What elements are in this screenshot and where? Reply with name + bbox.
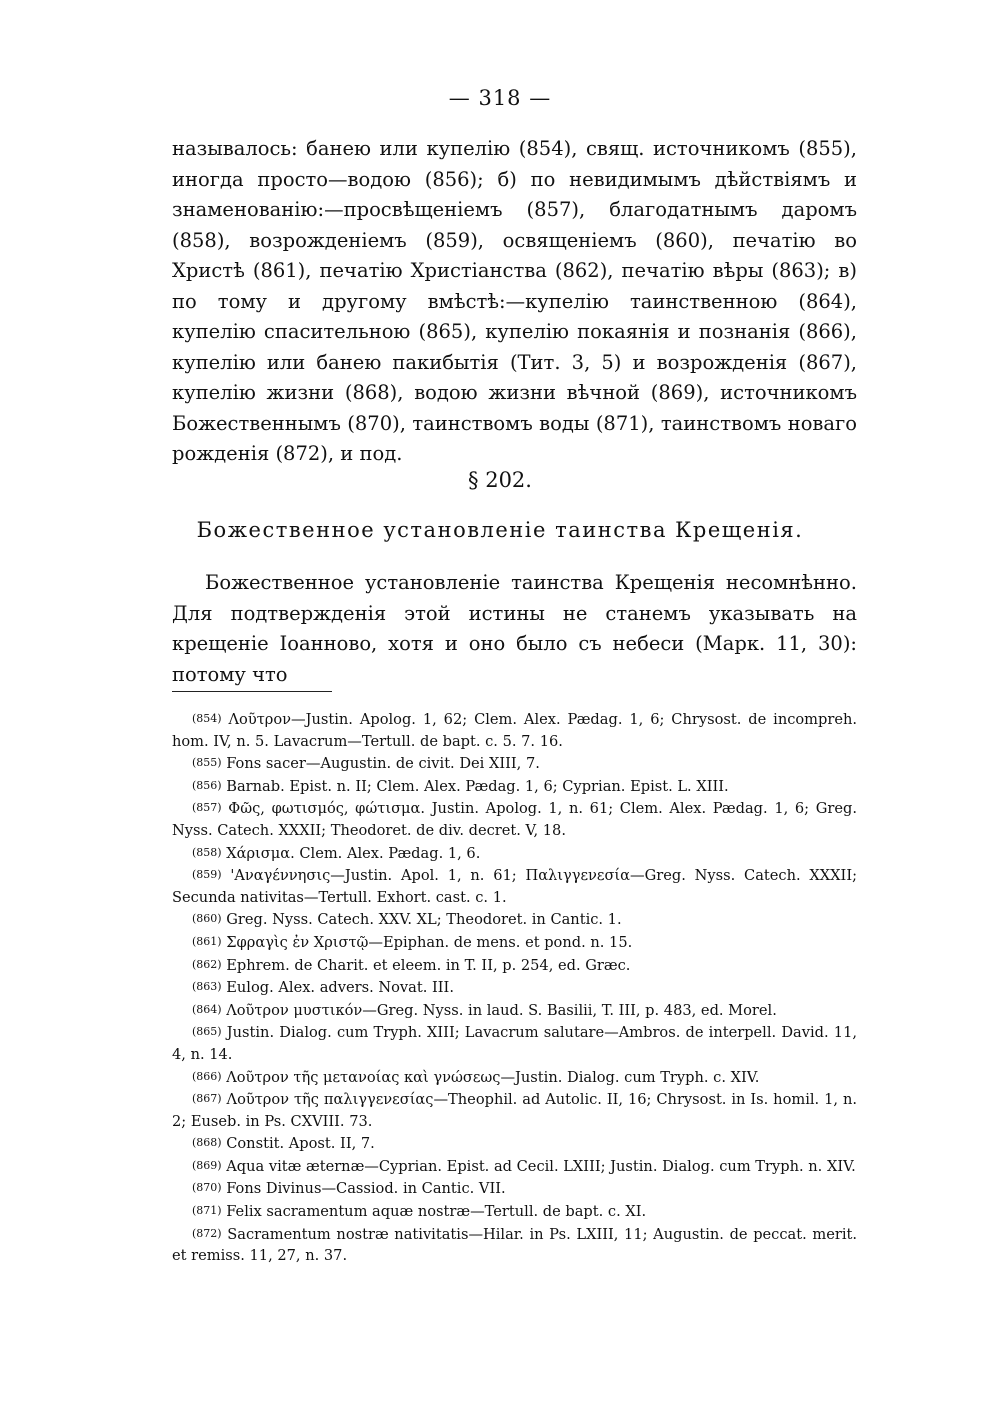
- page-number: — 318 —: [448, 86, 552, 110]
- section-title: Божественное установленіе таинства Крещенія.: [196, 518, 804, 542]
- footnote-number: (865): [192, 1025, 222, 1039]
- footnote-number: (872): [192, 1226, 222, 1240]
- footnote-text: Λοῦτρον μυστικόν—Greg. Nyss. in laud. S. Basilii, T. III, p. 483, ed. Morel.: [226, 1001, 777, 1019]
- paragraph-continued: называлось: банею или купелію (854), свящ. источникомъ (855), иногда просто—водою (856); б) по невидимымъ дѣйствіямъ и знаменованію:—просвѣщеніемъ (857), благодатнымъ даромъ (858), возрожденіемъ (859), освященіемъ (860), печатію во Христѣ (861), печатію Христіанства (862), печатію вѣры (863); в) по тому и другому вмѣстѣ:—купелію таинственною (864), купелію спасительною (865), купелію покаянія и познанія (866), купелію или банею пакибытія (Тит. 3, 5) и возрожденія (867), купелію жизни (868), водою жизни вѣчной (869), источникомъ Божественнымъ (870), таинствомъ воды (871), таинствомъ новаго рожденія (872), и под.: [172, 137, 857, 465]
- footnote-867: [172, 1088, 857, 1132]
- footnote-858: [172, 842, 857, 865]
- footnote-number: (869): [192, 1158, 222, 1172]
- footnotes: [172, 708, 857, 1267]
- section-number: § 202.: [468, 468, 532, 492]
- footnote-number: (861): [192, 934, 222, 948]
- footnote-text: Greg. Nyss. Catech. XXV. XL; Theodoret. in Cantic. 1.: [226, 911, 622, 929]
- footnote-text: Barnab. Epist. n. II; Clem. Alex. Pædag. 1, 6; Cyprian. Epist. L. XIII.: [226, 777, 729, 795]
- footnote-number: (867): [192, 1092, 222, 1106]
- footnote-text: Σφραγὶς ἐν Χριστῷ—Epiphan. de mens. et pond. n. 15.: [226, 933, 633, 951]
- footnote-854: [172, 708, 857, 752]
- footnote-862: [172, 954, 857, 977]
- footnote-text: Fons Divinus—Cassiod. in Cantic. VII.: [226, 1180, 506, 1198]
- footnote-859: [172, 864, 857, 908]
- footnote-864: [172, 999, 857, 1022]
- footnote-866: [172, 1066, 857, 1089]
- footnote-number: (859): [192, 868, 222, 882]
- footnote-number: (863): [192, 980, 222, 994]
- footnote-855: [172, 752, 857, 775]
- footnote-number: (871): [192, 1204, 222, 1218]
- footnote-number: (868): [192, 1136, 222, 1150]
- footnote-text: Χάρισμα. Clem. Alex. Pædag. 1, 6.: [226, 844, 481, 862]
- footnote-text: Λοῦτρον τῆς μετανοίας καὶ γνώσεως—Justin. Dialog. cum Tryph. c. XIV.: [226, 1068, 760, 1086]
- footnote-text: Ephrem. de Charit. et eleem. in T. II, p. 254, ed. Græc.: [226, 956, 631, 974]
- footnote-863: [172, 976, 857, 999]
- footnote-text: Felix sacramentum aquæ nostræ—Tertull. de bapt. c. XI.: [226, 1203, 647, 1221]
- footnote-text: Fons sacer—Augustin. de civit. Dei XIII, 7.: [226, 755, 540, 773]
- footnote-number: (862): [192, 957, 222, 971]
- footnote-number: (858): [192, 845, 222, 859]
- footnote-text: Λοῦτρον τῆς παλιγγενεσίας—Theophil. ad Autolic. II, 16; Chrysost. in Is. homil. 1, n. 2; Euseb. in Ps. CXVIII. 73.: [172, 1091, 857, 1130]
- footnote-number: (864): [192, 1002, 222, 1016]
- footnote-870: [172, 1177, 857, 1200]
- footnote-text: Sacramentum nostræ nativitatis—Hilar. in Ps. LXIII, 11; Augustin. de peccat. merit. et remiss. 11, 27, n. 37.: [172, 1225, 857, 1265]
- footnote-divider: [172, 691, 332, 692]
- footnote-text: Justin. Dialog. cum Tryph. XIII; Lavacrum salutare—Ambros. de interpell. David. 11, 4, n. 14.: [172, 1024, 858, 1063]
- footnote-text: Φῶς, φωτισμός, φώτισμα. Justin. Apolog. 1, n. 61; Clem. Alex. Pædag. 1, 6; Greg. Nyss. Catech. XXXII; Theodoret. de div. decret. V, 18.: [172, 800, 857, 839]
- footnote-number: (854): [192, 712, 222, 725]
- footnote-860: [172, 908, 857, 931]
- footnote-text: Aqua vitæ æternæ—Cyprian. Epist. ad Cecil. LXIII; Justin. Dialog. cum Tryph. n. XIV.: [226, 1157, 856, 1175]
- footnote-text: Λοῦτρον—Justin. Apolog. 1, 62; Clem. Alex. Pædag. 1, 6; Chrysost. de incompreh. hom. IV, n. 5. Lavacrum—Tertull. de bapt. c. 5. 7. 16.: [172, 711, 858, 750]
- section-paragraph: Божественное установленіе таинства Крещенія несомнѣнно. Для подтвержденія этой истины не станемъ указывать на крещеніе Іоанново, хотя и оно было съ небеси (Марк. 11, 30): потому что: [172, 571, 857, 686]
- footnote-number: (870): [192, 1181, 222, 1195]
- footnote-861: [172, 931, 857, 954]
- footnote-857: [172, 797, 857, 841]
- footnote-text: Eulog. Alex. advers. Novat. III.: [226, 979, 454, 997]
- footnote-872: [172, 1223, 857, 1267]
- footnote-number: (855): [192, 756, 222, 770]
- footnote-865: [172, 1021, 857, 1065]
- footnote-number: (866): [192, 1069, 222, 1083]
- footnote-869: [172, 1155, 857, 1178]
- footnote-number: (856): [192, 778, 222, 792]
- footnote-868: [172, 1132, 857, 1155]
- footnote-871: [172, 1200, 857, 1223]
- footnote-text: 'Αναγέννησις—Justin. Apol. 1, n. 61; Παλιγγενεσία—Greg. Nyss. Catech. XXXII; Secunda nativitas—Tertull. Exhort. cast. c. 1.: [172, 867, 857, 906]
- footnote-856: [172, 775, 857, 798]
- footnote-number: (860): [192, 912, 222, 926]
- footnote-number: (857): [192, 801, 222, 815]
- footnote-text: Constit. Apost. II, 7.: [226, 1135, 375, 1153]
